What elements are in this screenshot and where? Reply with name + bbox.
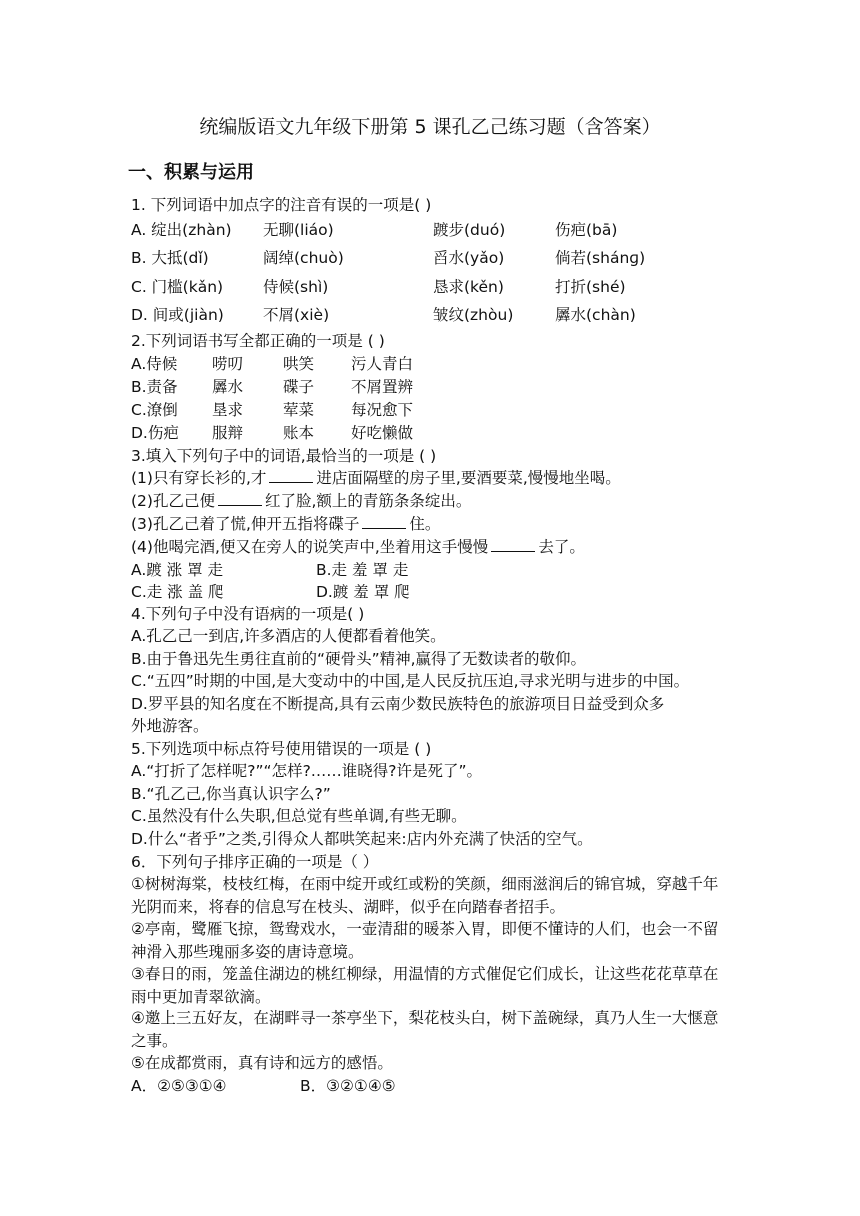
- q3-s2-before: (2)孔乙己便: [131, 492, 215, 510]
- q3-sentence-4: [131, 536, 585, 558]
- q2-c-2: 垦求: [212, 401, 244, 419]
- q4-stem: 4.下列句子中没有语病的一项是( ): [131, 605, 365, 623]
- q1-a-2: 无聊(liáo): [263, 221, 334, 239]
- q6-stem: 6．下列句子排序正确的一项是（ ）: [131, 853, 379, 871]
- q5-stem: 5.下列选项中标点符号使用错误的一项是 ( ): [131, 740, 432, 758]
- q1-c-1: C. 门槛(kǎn): [131, 278, 224, 296]
- q2-b-4: 不屑置辨: [351, 378, 414, 396]
- q5-option-b: B.“孔乙己,你当真认识字么?”: [131, 785, 331, 803]
- q4-option-c: C.“五四”时期的中国,是大变动中的中国,是人民反抗压迫,寻求光明与进步的中国。: [131, 672, 690, 690]
- q1-b-4: 倘若(shánɡ): [555, 249, 646, 267]
- q3-option-a: A.踱 涨 罩 走: [131, 561, 224, 579]
- q1-b-1: B. 大抵(dǐ): [131, 249, 209, 267]
- q1-b-2: 阔绰(chuò): [263, 249, 344, 267]
- q2-c-1: C.潦倒: [131, 401, 178, 419]
- q6-option-a: A．②⑤③①④: [131, 1077, 227, 1095]
- q1-a-1: A. 绽出(zhàn): [131, 221, 232, 239]
- q6-sentence-4: ④邀上三五好友，在湖畔寻一茶亭坐下，梨花枝头白，树下盖碗绿，真乃人生一大惬意之事。: [131, 1009, 719, 1050]
- q2-b-2: 羼水: [212, 378, 244, 396]
- q3-s3-after: 住。: [409, 515, 441, 533]
- q3-s1-before: (1)只有穿长衫的,才: [131, 469, 267, 487]
- q6-option-b: B．③②①④⑤: [300, 1077, 396, 1095]
- q3-stem: 3.填入下列句子中的词语,最恰当的一项是 ( ): [131, 447, 437, 465]
- q4-option-d-line1: D.罗平县的知名度在不断提高,具有云南少数民族特色的旅游项目日益受到众多: [131, 695, 665, 713]
- q4-option-d-line2: 外地游客。: [131, 717, 209, 735]
- q6-sentence-1: ①树树海棠，枝枝红梅，在雨中绽开或红或粉的笑颜，细雨滋润后的锦官城，穿越千年光阴而来，将春的信息写在枝头、湖畔，似乎在向踏春者招手。: [131, 875, 719, 916]
- q1-d-1: D. 间或(jiàn): [131, 306, 224, 324]
- q3-sentence-3: [131, 513, 440, 535]
- fill-blank: [491, 537, 535, 552]
- q2-a-4: 污人青白: [351, 355, 414, 373]
- q2-a-1: A.侍候: [131, 355, 178, 373]
- q1-d-3: 皱纹(zhòu): [433, 306, 514, 324]
- q2-c-4: 每况愈下: [351, 401, 414, 419]
- q3-s4-before: (4)他喝完酒,便又在旁人的说笑声中,坐着用这手慢慢: [131, 538, 489, 556]
- q2-a-3: 哄笑: [283, 355, 315, 373]
- q3-option-d: D.踱 羞 罩 爬: [316, 583, 410, 601]
- q5-option-a: A.“打折了怎样呢?”“怎样?……谁晓得?许是死了”。: [131, 762, 483, 780]
- q3-sentence-2: [131, 490, 471, 512]
- q4-option-a: A.孔乙己一到店,许多酒店的人便都看着他笑。: [131, 627, 446, 645]
- q6-sentence-2: ②亭南，鹭雁飞掠，鸳鸯戏水，一壶清甜的暖茶入胃，即便不懂诗的人们，也会一不留神滑入那些瑰丽多姿的唐诗意境。: [131, 920, 719, 961]
- q2-a-2: 唠叨: [212, 355, 244, 373]
- q3-s3-before: (3)孔乙己着了慌,伸开五指将碟子: [131, 515, 360, 533]
- q2-stem: 2.下列词语书写全都正确的一项是 ( ): [131, 332, 385, 350]
- q3-option-c: C.走 涨 盖 爬: [131, 583, 224, 601]
- q2-c-3: 荤菜: [283, 401, 315, 419]
- q2-d-1: D.伤疤: [131, 424, 179, 442]
- q1-b-3: 舀水(yǎo): [433, 249, 505, 267]
- q1-c-3: 恳求(kěn): [433, 278, 504, 296]
- q2-d-3: 账本: [283, 424, 315, 442]
- q4-option-b: B.由于鲁迅先生勇往直前的“硬骨头”精神,赢得了无数读者的敬仰。: [131, 650, 587, 668]
- q6-sentence-3: ③春日的雨，笼盖住湖边的桃红柳绿，用温情的方式催促它们成长，让这些花花草草在雨中更加青翠欲滴。: [131, 965, 719, 1006]
- q2-b-1: B.责备: [131, 378, 178, 396]
- q1-a-4: 伤疤(bā): [555, 221, 618, 239]
- fill-blank: [362, 514, 406, 529]
- q3-s2-after: 红了脸,额上的青筋条条绽出。: [264, 492, 472, 510]
- q1-c-2: 侍候(shì): [263, 278, 329, 296]
- q2-d-4: 好吃懒做: [351, 424, 414, 442]
- fill-blank: [269, 468, 313, 483]
- q3-sentence-1: [131, 467, 621, 489]
- q1-d-4: 羼水(chàn): [555, 306, 636, 324]
- fill-blank: [218, 491, 262, 506]
- q5-option-d: D.什么“者乎”之类,引得众人都哄笑起来:店内外充满了快活的空气。: [131, 830, 593, 848]
- q3-s4-after: 去了。: [538, 538, 585, 556]
- q3-s1-after: 进店面隔壁的房子里,要酒要菜,慢慢地坐喝。: [316, 469, 621, 487]
- q2-b-3: 碟子: [283, 378, 315, 396]
- q3-option-b: B.走 羞 罩 走: [316, 561, 409, 579]
- q5-option-c: C.虽然没有什么失职,但总觉有些单调,有些无聊。: [131, 807, 467, 825]
- section-heading: 一、积累与运用: [128, 162, 254, 183]
- q2-d-2: 服辩: [212, 424, 244, 442]
- q1-a-3: 踱步(duó): [433, 221, 506, 239]
- q1-d-2: 不屑(xiè): [263, 306, 330, 324]
- page-title: 统编版语文九年级下册第 5 课孔乙己练习题（含答案）: [199, 116, 661, 138]
- q6-sentence-5: ⑤在成都赏雨，真有诗和远方的感悟。: [131, 1054, 393, 1072]
- q1-c-4: 打折(shé): [555, 278, 626, 296]
- q1-stem: 1. 下列词语中加点字的注音有误的一项是( ): [131, 196, 432, 214]
